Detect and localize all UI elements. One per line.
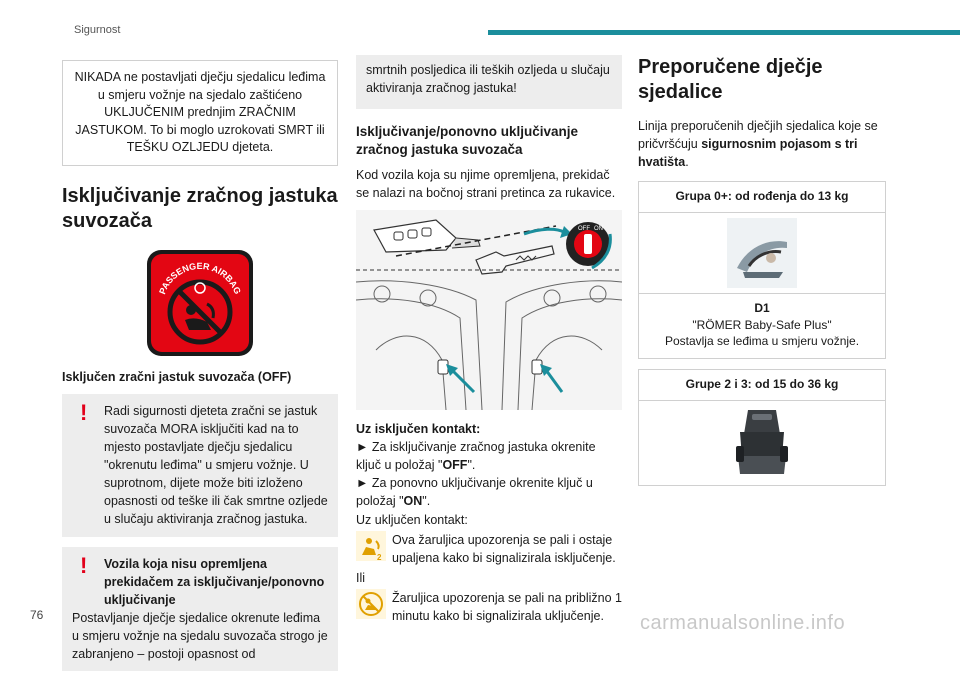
column-right: [638, 55, 886, 486]
seat-name: "RÖMER Baby-Safe Plus": [692, 317, 832, 332]
exclamation-icon: !: [80, 399, 88, 425]
lamp-row-off: [356, 531, 622, 567]
airbag-off-figure: [62, 248, 338, 358]
exclamation-icon: !: [80, 552, 88, 578]
seat-table-group23: [638, 369, 886, 485]
baby-seat-image: [639, 213, 885, 294]
key-fob-icon: [374, 220, 480, 252]
switch-on-label: ON: [594, 225, 603, 232]
heading-switch: Isključivanje/ponovno uključivanje zračnog jastuka suvozača: [356, 124, 579, 158]
heading-recommended-seats: Preporučene dječje sjedalice: [638, 56, 823, 103]
switch-intro-text: Kod vozila koja su njime opremljena, prekidač se nalazi na bočnoj strani pretinca za rukavice.: [356, 167, 616, 200]
dashboard-illustration: [356, 281, 622, 410]
lamp1-text: Ova žaruljica upozorenja se pali i ostaje upaljena kako bi signalizirala isključenje.: [392, 532, 616, 565]
recommended-intro: Linija preporučenih dječjih sjedalica koje se pričvršćuju sigurnosnim pojasom s tri hvatišta.: [638, 119, 878, 170]
svg-text:2: 2: [377, 552, 382, 561]
alert-box-no-switch: [62, 547, 338, 672]
warning-box: NIKADA ne postavljati dječju sjedalicu leđima u smjeru vožnje na sjedalo zaštićeno UKLJUČENIM prednjim ZRAČNIM JASTUKOM. To bi moglo uzrokovati SMRT ili TEŠKU OZLJEDU djeteta.: [62, 60, 338, 166]
step2-key: ON: [403, 494, 423, 509]
glovebox-switch-illustration: [356, 210, 622, 410]
airbag-off-caption: Isključen zračni jastuk suvozača (OFF): [62, 369, 292, 384]
ili-text: Ili: [356, 570, 366, 585]
booster-seat-icon: [730, 406, 794, 480]
table-body: [639, 294, 885, 358]
contact-on-title: Uz uključen kontakt:: [356, 512, 468, 527]
contact-off-title: Uz isključen kontakt:: [356, 421, 481, 436]
alert-continuation-text: smrtnih posljedica ili teških ozljeda u slučaju aktiviranja zračnog jastuka!: [366, 63, 610, 96]
column-left: [62, 60, 338, 681]
booster-seat-image: [639, 401, 885, 485]
alert-text: Postavljanje dječje sjedalice okrenute leđima u smjeru vožnje na sjedalu suvozača strogo je zabranjeno – postoji opasnost od: [72, 610, 328, 662]
heading-airbag-deactivation: Isključivanje zračnog jastuka suvozača: [62, 184, 338, 232]
key-blade-icon: [476, 246, 554, 274]
step1-key: OFF: [442, 458, 468, 473]
seat-code: D1: [754, 300, 770, 315]
seat-table-group0: [638, 181, 886, 359]
table-header: Grupe 2 i 3: od 15 do 36 kg: [639, 370, 885, 400]
baby-seat-icon: [727, 218, 797, 288]
airbag-on-warning-lamp-icon: [356, 589, 386, 619]
page-number: 76: [30, 608, 44, 622]
step-reactivate: ► Za ponovno uključivanje okrenite ključ u položaj "ON".: [356, 476, 593, 509]
seat-note: Postavlja se leđima u smjeru vožnje.: [664, 334, 860, 349]
section-title: Sigurnost: [74, 24, 121, 36]
lamp2-text: Žaruljica upozorenja se pali na približno 1 minutu kako bi signalizirala uključenje.: [392, 591, 622, 624]
alert-bold-text: Vozila koja nisu opremljena prekidačem za isključivanje/ponovno uključivanje: [104, 556, 325, 607]
passenger-airbag-off-icon: [145, 248, 255, 358]
alert-box-child-safety: [62, 394, 338, 537]
column-middle: [356, 55, 622, 627]
alert-text: Radi sigurnosti djeteta zračni se jastuk suvozača MORA isključiti kad na to mjesto postavljate dječju sjedalicu "okrenutu leđima" u smjeru vožnje. U suprotnom, dijete može biti izloženo opasnosti od teške ili čak smrtne ozljede u slučaju aktiviranja zračnog jastuka.: [104, 403, 328, 527]
watermark: carmanualsonline.info: [640, 612, 846, 634]
table-header: Grupa 0+: od rođenja do 13 kg: [639, 182, 885, 212]
switch-off-label: OFF: [578, 225, 590, 232]
alert-continuation: [356, 55, 622, 109]
header-accent-bar: [488, 30, 960, 35]
airbag-label-text: PASSENGER AIRBAG: [157, 260, 243, 296]
step-deactivate: ► Za isključivanje zračnog jastuka okrenite ključ u položaj "OFF".: [356, 440, 596, 473]
lamp-row-on: [356, 589, 622, 625]
airbag-off-warning-lamp-icon: [356, 531, 386, 561]
